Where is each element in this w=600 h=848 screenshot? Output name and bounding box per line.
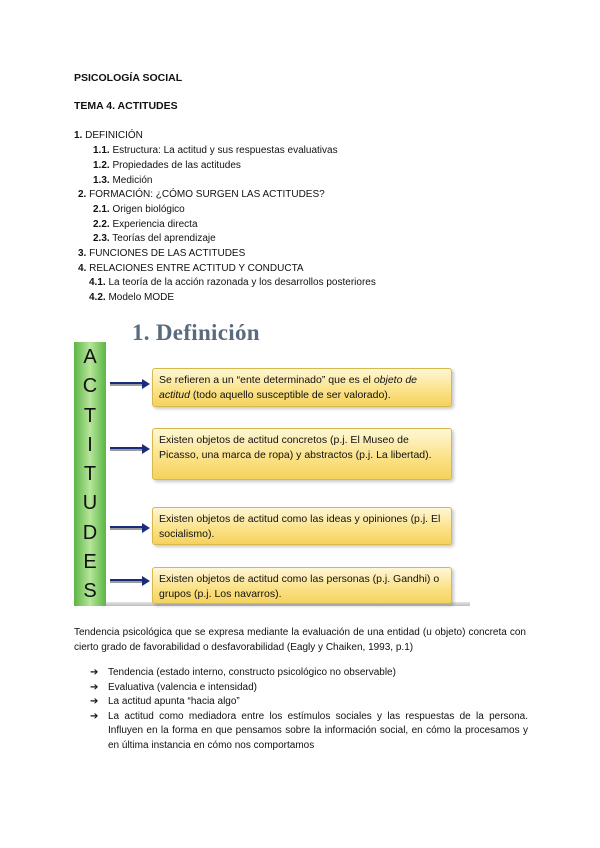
bar-letter: S [83,580,97,602]
arrow-right-icon [110,379,150,389]
toc-item: 3. FUNCIONES DE LAS ACTITUDES [78,248,246,259]
bar-letter: A [83,346,97,368]
definition-paragraph: Tendencia psicológica que se expresa mediante la evaluación de una entidad (u objeto) concreta con cierto grado de favorabilidad o desfavorabilidad (Eagly y Chaiken, 1993, p.1) [74,627,526,653]
bar-letter: T [83,463,97,485]
list-item: ➔ La actitud como mediadora entre los estímulos sociales y las respuestas de la persona. Influyen en la forma en que pensamos sobre la información social, en cómo la procesamos y en última instancia en cómo nos comportamos [90,710,528,751]
bar-letter: U [82,492,98,515]
bar-letter: T [83,404,97,427]
toc-item: 2.1. Origen biológico [93,204,185,215]
toc-item: 2. FORMACIÓN: ¿CÓMO SURGEN LAS ACTITUDES? [78,189,325,200]
topic-heading: TEMA 4. ACTITUDES [74,100,178,112]
arrow-bullet-icon: ➔ [90,667,99,678]
actitudes-letters [74,342,106,606]
bar-letter: C [82,375,98,398]
arrow-right-icon [110,576,150,586]
bar-letter: E [83,550,97,573]
toc-item: 4. RELACIONES ENTRE ACTITUD Y CONDUCTA [78,263,304,274]
toc-item: 2.3. Teorías del aprendizaje [93,233,216,244]
list-item: ➔ La actitud apunta “hacia algo” [90,695,528,710]
definition-slide [70,318,470,610]
toc-item: 4.1. La teoría de la acción razonada y los desarrollos posteriores [89,277,376,288]
toc-item: 1.2. Propiedades de las actitudes [93,160,241,171]
bullet-list [90,666,528,753]
toc-item: 2.2. Experiencia directa [93,219,198,230]
arrow-bullet-icon: ➔ [90,710,99,722]
arrow-right-icon [110,444,150,454]
toc-item: 1.3. Medición [93,175,153,186]
definition-box-4: Existen objetos de actitud como las personas (p.j. Gandhi) o grupos (p.j. Los navarros). [152,567,452,604]
definition-box-2: Existen objetos de actitud concretos (p.j. El Museo de Picasso, una marca de ropa) y abstractos (p.j. La libertad). [152,428,452,480]
slide-title: 1. Definición [132,320,260,345]
toc-item: 1.1. Estructura: La actitud y sus respuestas evaluativas [93,145,338,156]
list-item: ➔ Evaluativa (valencia e intensidad) [90,681,528,696]
bar-letter: D [82,521,98,544]
definition-box-3: Existen objetos de actitud como las ideas y opiniones (p.j. El socialismo). [152,507,452,545]
toc-item: 1. DEFINICIÓN [74,130,143,141]
list-item: ➔ Tendencia (estado interno, constructo psicológico no observable) [90,666,528,681]
subject-heading: PSICOLOGÍA SOCIAL [74,72,183,84]
bar-letter: I [87,433,93,456]
arrow-right-icon [110,523,150,533]
toc-item: 4.2. Modelo MODE [89,292,175,303]
definition-box-1: Se refieren a un “ente determinado” que es el objeto de actitud (todo aquello susceptible de ser valorado). [152,368,452,407]
arrow-bullet-icon: ➔ [90,681,99,693]
arrow-bullet-icon: ➔ [90,696,99,707]
